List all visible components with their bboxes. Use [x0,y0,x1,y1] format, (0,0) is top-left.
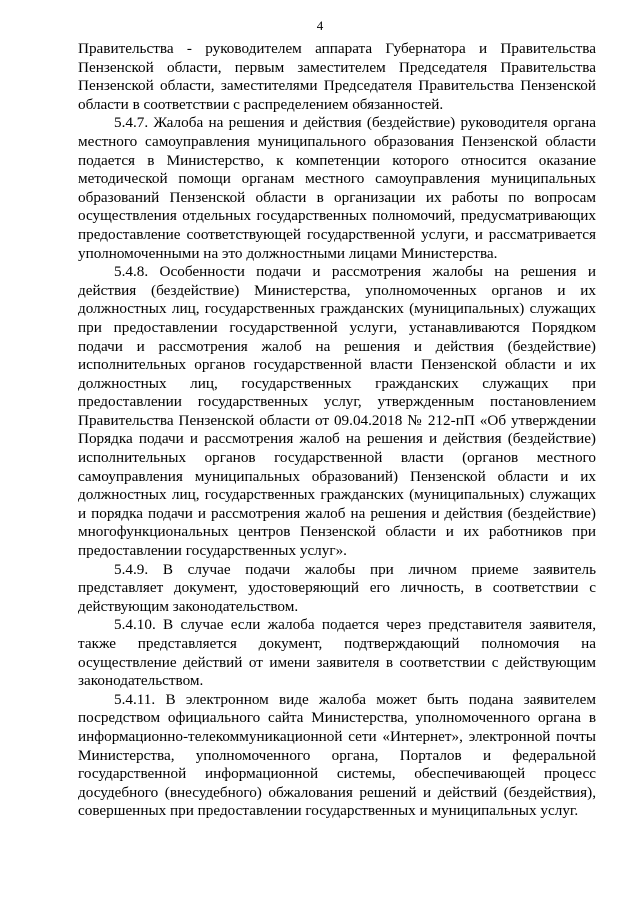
paragraph-5-4-7: 5.4.7. Жалоба на решения и действия (бездействие) руководителя органа местного самоуправления муниципального образования Пензенской области подается в Министерство, к компетенции которого относится оказание методической помощи органам местного самоуправления муниципальных образований Пензенской области в организации их работы по вопросам осуществления отдельных государственных полномочий, предусматривающих предоставление соответствующей государственной услуги, и рассматривается уполномоченными на это должностными лицами Министерства. [78,114,596,262]
paragraph-5-4-11: 5.4.11. В электронном виде жалоба может быть подана заявителем посредством официального сайта Министерства, уполномоченного органа в информационно-телекоммуникационной сети «Интернет», электронной почты Министерства, уполномоченного органа, Порталов и федеральной государственной информационной системы, обеспечивающей процесс досудебного (внесудебного) обжалования решений и действий (бездействия), совершенных при предоставлении государственных и муниципальных услуг. [78,690,596,820]
document-body [78,40,596,821]
paragraph-5-4-9: 5.4.9. В случае подачи жалобы при личном приеме заявитель представляет документ, удостоверяющий его личность, в соответствии с действующим законодательством. [78,560,596,615]
paragraph-5-4-10: 5.4.10. В случае если жалоба подается через представителя заявителя, также представляется документ, подтверждающий полномочия на осуществление действий от имени заявителя в соответствии с действующим законодательством. [78,616,596,690]
paragraph-5-4-8: 5.4.8. Особенности подачи и рассмотрения жалобы на решения и действия (бездействие) Министерства, уполномоченных органов и их должностных лиц, государственных гражданских (муниципальных) служащих при предоставлении государственной услуги, устанавливаются Порядком подачи и рассмотрения жалоб на решения и действия (бездействие) исполнительных органов государственной власти Пензенской области и их должностных лиц, государственных гражданских служащих при предоставлении государственных услуг, утвержденным постановлением Правительства Пензенской области от 09.04.2018 № 212-пП «Об утверждении Порядка подачи и рассмотрения жалоб на решения и действия (бездействие) исполнительных органов государственной власти (органов местного самоуправления муниципальных образований) Пензенской области и их должностных лиц, государственных гражданских (муниципальных) служащих и порядка подачи и рассмотрения жалоб на решения и действия (бездействие) многофункциональных центров Пензенской области и их работников при предоставлении государственных услуг». [78,263,596,560]
page-number: 4 [316,18,324,33]
paragraph-continuation: Правительства - руководителем аппарата Губернатора и Правительства Пензенской области, первым заместителем Председателя Правительства Пензенской области, заместителями Председателя Правительства Пензенской области в соответствии с распределением обязанностей. [78,40,596,113]
